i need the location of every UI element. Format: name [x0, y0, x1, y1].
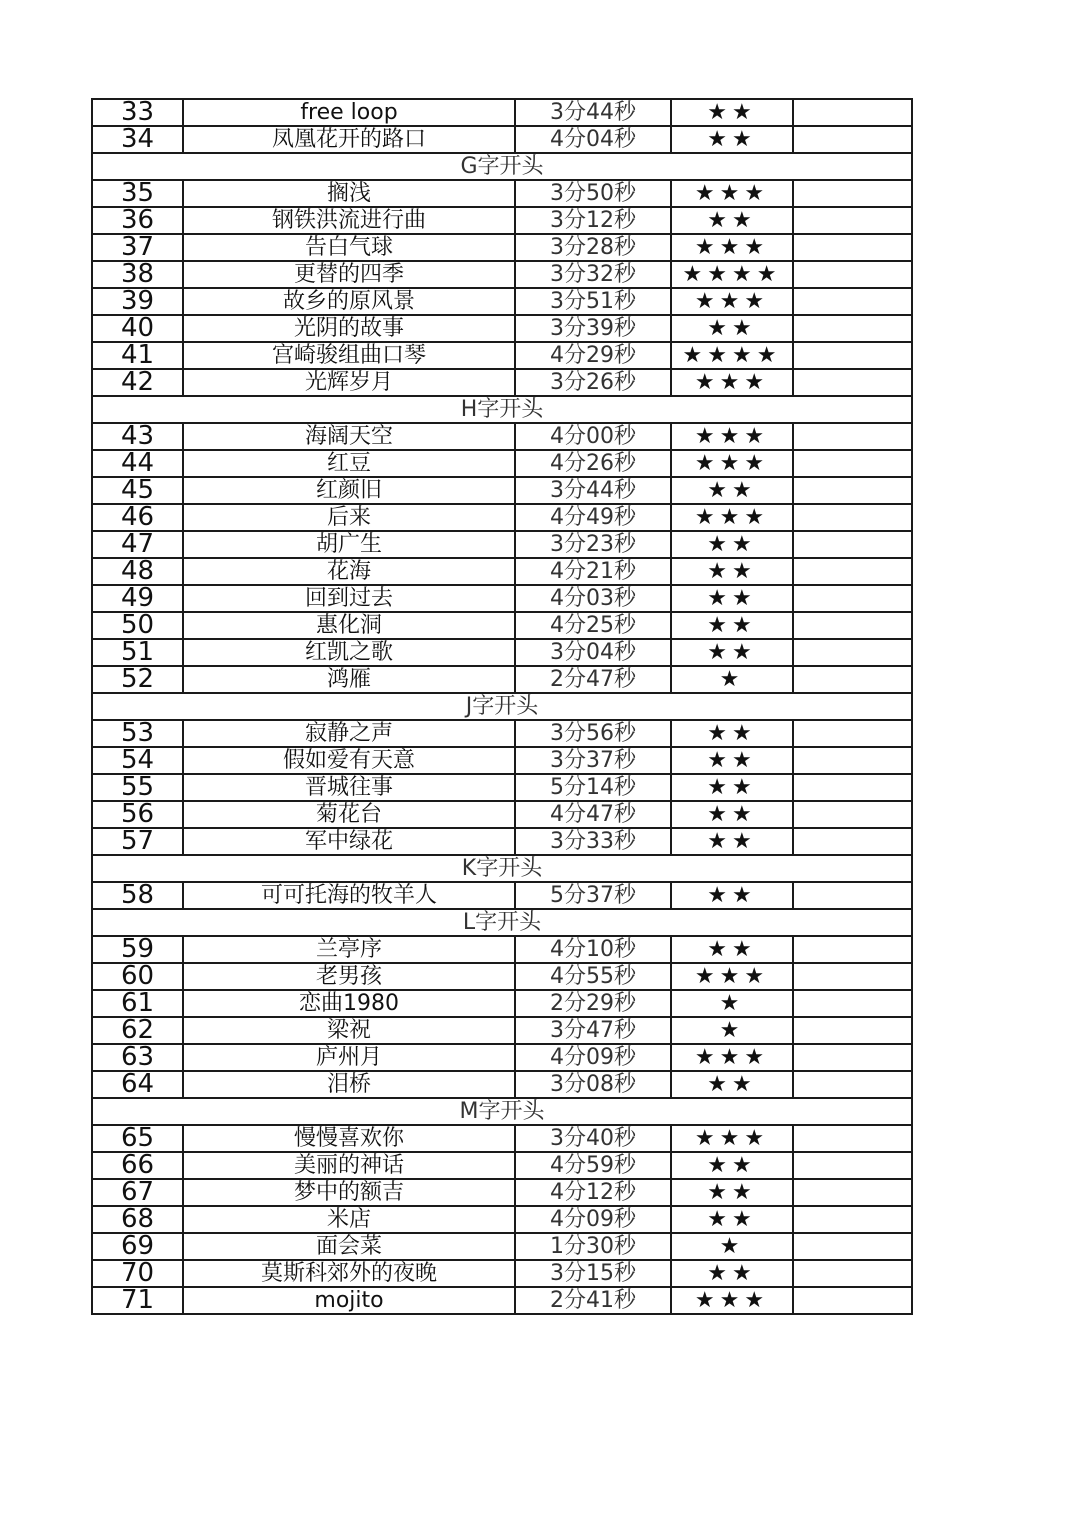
song-title: 惠化洞	[183, 612, 515, 639]
notes-cell	[793, 1071, 912, 1098]
table-row	[92, 423, 912, 450]
notes-cell	[793, 612, 912, 639]
song-number: 69	[92, 1233, 183, 1260]
notes-cell	[793, 288, 912, 315]
table-row	[92, 612, 912, 639]
difficulty-stars: ★★	[671, 747, 793, 774]
difficulty-stars: ★	[671, 666, 793, 693]
song-duration: 3分28秒	[515, 234, 671, 261]
song-duration: 3分39秒	[515, 315, 671, 342]
section-header-row	[92, 909, 912, 936]
song-title: mojito	[183, 1287, 515, 1314]
song-title: 海阔天空	[183, 423, 515, 450]
song-title: free loop	[183, 99, 515, 126]
song-duration: 3分12秒	[515, 207, 671, 234]
song-title: 后来	[183, 504, 515, 531]
difficulty-stars: ★★★	[671, 1125, 793, 1152]
song-number: 61	[92, 990, 183, 1017]
table-row	[92, 477, 912, 504]
notes-cell	[793, 666, 912, 693]
table-row	[92, 585, 912, 612]
notes-cell	[793, 639, 912, 666]
song-number: 58	[92, 882, 183, 909]
song-title: 花海	[183, 558, 515, 585]
song-duration: 5分37秒	[515, 882, 671, 909]
song-duration: 3分44秒	[515, 477, 671, 504]
song-number: 55	[92, 774, 183, 801]
song-duration: 4分55秒	[515, 963, 671, 990]
table-row	[92, 504, 912, 531]
song-title: 庐州月	[183, 1044, 515, 1071]
song-duration: 3分04秒	[515, 639, 671, 666]
notes-cell	[793, 1206, 912, 1233]
difficulty-stars: ★★	[671, 1179, 793, 1206]
song-number: 43	[92, 423, 183, 450]
difficulty-stars: ★★★	[671, 504, 793, 531]
difficulty-stars: ★	[671, 1017, 793, 1044]
notes-cell	[793, 1179, 912, 1206]
song-duration: 4分00秒	[515, 423, 671, 450]
notes-cell	[793, 369, 912, 396]
table-row	[92, 180, 912, 207]
table-row	[92, 639, 912, 666]
notes-cell	[793, 1152, 912, 1179]
song-number: 51	[92, 639, 183, 666]
table-row	[92, 234, 912, 261]
song-number: 47	[92, 531, 183, 558]
song-number: 71	[92, 1287, 183, 1314]
song-number: 68	[92, 1206, 183, 1233]
song-duration: 4分49秒	[515, 504, 671, 531]
notes-cell	[793, 342, 912, 369]
song-duration: 3分37秒	[515, 747, 671, 774]
song-title: 老男孩	[183, 963, 515, 990]
song-duration: 4分47秒	[515, 801, 671, 828]
difficulty-stars: ★★	[671, 1260, 793, 1287]
notes-cell	[793, 558, 912, 585]
table-row	[92, 342, 912, 369]
difficulty-stars: ★★★	[671, 963, 793, 990]
song-number: 46	[92, 504, 183, 531]
table-row	[92, 261, 912, 288]
difficulty-stars: ★★★	[671, 423, 793, 450]
song-title: 梦中的额吉	[183, 1179, 515, 1206]
song-number: 49	[92, 585, 183, 612]
table-row	[92, 1017, 912, 1044]
song-duration: 1分30秒	[515, 1233, 671, 1260]
difficulty-stars: ★	[671, 1233, 793, 1260]
song-number: 42	[92, 369, 183, 396]
song-title: 回到过去	[183, 585, 515, 612]
notes-cell	[793, 531, 912, 558]
difficulty-stars: ★★★	[671, 234, 793, 261]
difficulty-stars: ★★	[671, 126, 793, 153]
table-row	[92, 1260, 912, 1287]
table-row	[92, 1152, 912, 1179]
difficulty-stars: ★★	[671, 936, 793, 963]
table-row	[92, 1287, 912, 1314]
section-header-row	[92, 693, 912, 720]
section-label: J字开头	[92, 693, 912, 720]
difficulty-stars: ★★	[671, 207, 793, 234]
difficulty-stars: ★★	[671, 720, 793, 747]
notes-cell	[793, 828, 912, 855]
song-duration: 3分26秒	[515, 369, 671, 396]
song-title: 莫斯科郊外的夜晚	[183, 1260, 515, 1287]
notes-cell	[793, 180, 912, 207]
song-number: 41	[92, 342, 183, 369]
difficulty-stars: ★★★	[671, 180, 793, 207]
song-number: 33	[92, 99, 183, 126]
song-duration: 4分26秒	[515, 450, 671, 477]
song-duration: 3分32秒	[515, 261, 671, 288]
song-title: 红颜旧	[183, 477, 515, 504]
song-number: 52	[92, 666, 183, 693]
notes-cell	[793, 585, 912, 612]
section-label: H字开头	[92, 396, 912, 423]
notes-cell	[793, 990, 912, 1017]
song-duration: 2分29秒	[515, 990, 671, 1017]
table-row	[92, 288, 912, 315]
song-number: 48	[92, 558, 183, 585]
song-title: 告白气球	[183, 234, 515, 261]
table-row	[92, 882, 912, 909]
section-label: M字开头	[92, 1098, 912, 1125]
difficulty-stars: ★★★	[671, 369, 793, 396]
table-row	[92, 99, 912, 126]
song-number: 36	[92, 207, 183, 234]
table-row	[92, 774, 912, 801]
song-duration: 2分41秒	[515, 1287, 671, 1314]
song-number: 66	[92, 1152, 183, 1179]
song-duration: 3分40秒	[515, 1125, 671, 1152]
section-header-row	[92, 1098, 912, 1125]
notes-cell	[793, 1287, 912, 1314]
section-label: K字开头	[92, 855, 912, 882]
song-number: 63	[92, 1044, 183, 1071]
song-number: 37	[92, 234, 183, 261]
difficulty-stars: ★★	[671, 315, 793, 342]
song-number: 34	[92, 126, 183, 153]
difficulty-stars: ★★	[671, 882, 793, 909]
song-number: 65	[92, 1125, 183, 1152]
table-row	[92, 1044, 912, 1071]
song-title: 泪桥	[183, 1071, 515, 1098]
difficulty-stars: ★★	[671, 99, 793, 126]
notes-cell	[793, 450, 912, 477]
song-title: 梁祝	[183, 1017, 515, 1044]
song-title: 红豆	[183, 450, 515, 477]
difficulty-stars: ★★	[671, 531, 793, 558]
difficulty-stars: ★★	[671, 477, 793, 504]
table-row	[92, 558, 912, 585]
song-duration: 4分09秒	[515, 1206, 671, 1233]
notes-cell	[793, 99, 912, 126]
table-row	[92, 1071, 912, 1098]
notes-cell	[793, 801, 912, 828]
notes-cell	[793, 882, 912, 909]
song-title: 美丽的神话	[183, 1152, 515, 1179]
difficulty-stars: ★★	[671, 612, 793, 639]
song-number: 64	[92, 1071, 183, 1098]
table-row	[92, 315, 912, 342]
table-row	[92, 747, 912, 774]
song-duration: 4分21秒	[515, 558, 671, 585]
notes-cell	[793, 747, 912, 774]
notes-cell	[793, 1260, 912, 1287]
difficulty-stars: ★★	[671, 558, 793, 585]
song-title: 光阴的故事	[183, 315, 515, 342]
song-title: 恋曲1980	[183, 990, 515, 1017]
song-duration: 3分44秒	[515, 99, 671, 126]
song-number: 50	[92, 612, 183, 639]
song-duration: 3分47秒	[515, 1017, 671, 1044]
table-row	[92, 531, 912, 558]
song-title: 鸿雁	[183, 666, 515, 693]
song-duration: 4分10秒	[515, 936, 671, 963]
song-duration: 4分04秒	[515, 126, 671, 153]
song-duration: 4分59秒	[515, 1152, 671, 1179]
song-duration: 3分23秒	[515, 531, 671, 558]
notes-cell	[793, 936, 912, 963]
song-title: 更替的四季	[183, 261, 515, 288]
table-row	[92, 828, 912, 855]
notes-cell	[793, 504, 912, 531]
notes-cell	[793, 126, 912, 153]
table-row	[92, 1125, 912, 1152]
difficulty-stars: ★★	[671, 774, 793, 801]
table-row	[92, 126, 912, 153]
song-number: 38	[92, 261, 183, 288]
table-row	[92, 450, 912, 477]
song-title: 菊花台	[183, 801, 515, 828]
difficulty-stars: ★★	[671, 1152, 793, 1179]
song-duration: 5分14秒	[515, 774, 671, 801]
song-number: 59	[92, 936, 183, 963]
song-duration: 3分51秒	[515, 288, 671, 315]
notes-cell	[793, 207, 912, 234]
song-title: 假如爱有天意	[183, 747, 515, 774]
song-title: 光辉岁月	[183, 369, 515, 396]
notes-cell	[793, 1233, 912, 1260]
song-title: 寂静之声	[183, 720, 515, 747]
song-title: 面会菜	[183, 1233, 515, 1260]
song-title: 兰亭序	[183, 936, 515, 963]
table-row	[92, 963, 912, 990]
song-number: 54	[92, 747, 183, 774]
song-title: 慢慢喜欢你	[183, 1125, 515, 1152]
song-title: 钢铁洪流进行曲	[183, 207, 515, 234]
song-duration: 3分33秒	[515, 828, 671, 855]
table-row	[92, 207, 912, 234]
table-row	[92, 801, 912, 828]
song-number: 70	[92, 1260, 183, 1287]
song-duration: 4分29秒	[515, 342, 671, 369]
song-duration: 4分25秒	[515, 612, 671, 639]
difficulty-stars: ★★★	[671, 450, 793, 477]
difficulty-stars: ★★★	[671, 288, 793, 315]
song-number: 44	[92, 450, 183, 477]
song-title: 米店	[183, 1206, 515, 1233]
table-row	[92, 720, 912, 747]
table-row	[92, 990, 912, 1017]
difficulty-stars: ★	[671, 990, 793, 1017]
notes-cell	[793, 423, 912, 450]
section-header-row	[92, 855, 912, 882]
song-title: 故乡的原风景	[183, 288, 515, 315]
notes-cell	[793, 774, 912, 801]
song-title: 晋城往事	[183, 774, 515, 801]
notes-cell	[793, 1125, 912, 1152]
table-row	[92, 1233, 912, 1260]
song-number: 45	[92, 477, 183, 504]
song-number: 60	[92, 963, 183, 990]
song-duration: 4分12秒	[515, 1179, 671, 1206]
song-number: 39	[92, 288, 183, 315]
song-number: 56	[92, 801, 183, 828]
section-header-row	[92, 153, 912, 180]
notes-cell	[793, 261, 912, 288]
song-title: 可可托海的牧羊人	[183, 882, 515, 909]
table-row	[92, 369, 912, 396]
song-title: 宫崎骏组曲口琴	[183, 342, 515, 369]
song-duration: 3分56秒	[515, 720, 671, 747]
song-number: 53	[92, 720, 183, 747]
notes-cell	[793, 720, 912, 747]
song-title: 军中绿花	[183, 828, 515, 855]
notes-cell	[793, 1044, 912, 1071]
song-duration: 3分15秒	[515, 1260, 671, 1287]
song-title: 搁浅	[183, 180, 515, 207]
difficulty-stars: ★★★	[671, 1287, 793, 1314]
song-duration: 2分47秒	[515, 666, 671, 693]
song-number: 40	[92, 315, 183, 342]
difficulty-stars: ★★	[671, 639, 793, 666]
difficulty-stars: ★★	[671, 828, 793, 855]
song-number: 67	[92, 1179, 183, 1206]
song-title: 红凯之歌	[183, 639, 515, 666]
table-row	[92, 936, 912, 963]
song-duration: 4分03秒	[515, 585, 671, 612]
table-row	[92, 1179, 912, 1206]
song-duration: 3分08秒	[515, 1071, 671, 1098]
difficulty-stars: ★★★★	[671, 261, 793, 288]
song-title: 凤凰花开的路口	[183, 126, 515, 153]
song-duration: 3分50秒	[515, 180, 671, 207]
song-duration: 4分09秒	[515, 1044, 671, 1071]
section-label: G字开头	[92, 153, 912, 180]
notes-cell	[793, 477, 912, 504]
notes-cell	[793, 963, 912, 990]
difficulty-stars: ★★	[671, 585, 793, 612]
song-number: 57	[92, 828, 183, 855]
song-number: 62	[92, 1017, 183, 1044]
difficulty-stars: ★★	[671, 1071, 793, 1098]
song-title: 胡广生	[183, 531, 515, 558]
song-table-body	[92, 99, 912, 1314]
notes-cell	[793, 1017, 912, 1044]
table-row	[92, 666, 912, 693]
section-header-row	[92, 396, 912, 423]
song-table	[91, 98, 913, 1315]
difficulty-stars: ★★★★	[671, 342, 793, 369]
table-row	[92, 1206, 912, 1233]
notes-cell	[793, 234, 912, 261]
section-label: L字开头	[92, 909, 912, 936]
difficulty-stars: ★★	[671, 801, 793, 828]
difficulty-stars: ★★★	[671, 1044, 793, 1071]
song-number: 35	[92, 180, 183, 207]
notes-cell	[793, 315, 912, 342]
difficulty-stars: ★★	[671, 1206, 793, 1233]
